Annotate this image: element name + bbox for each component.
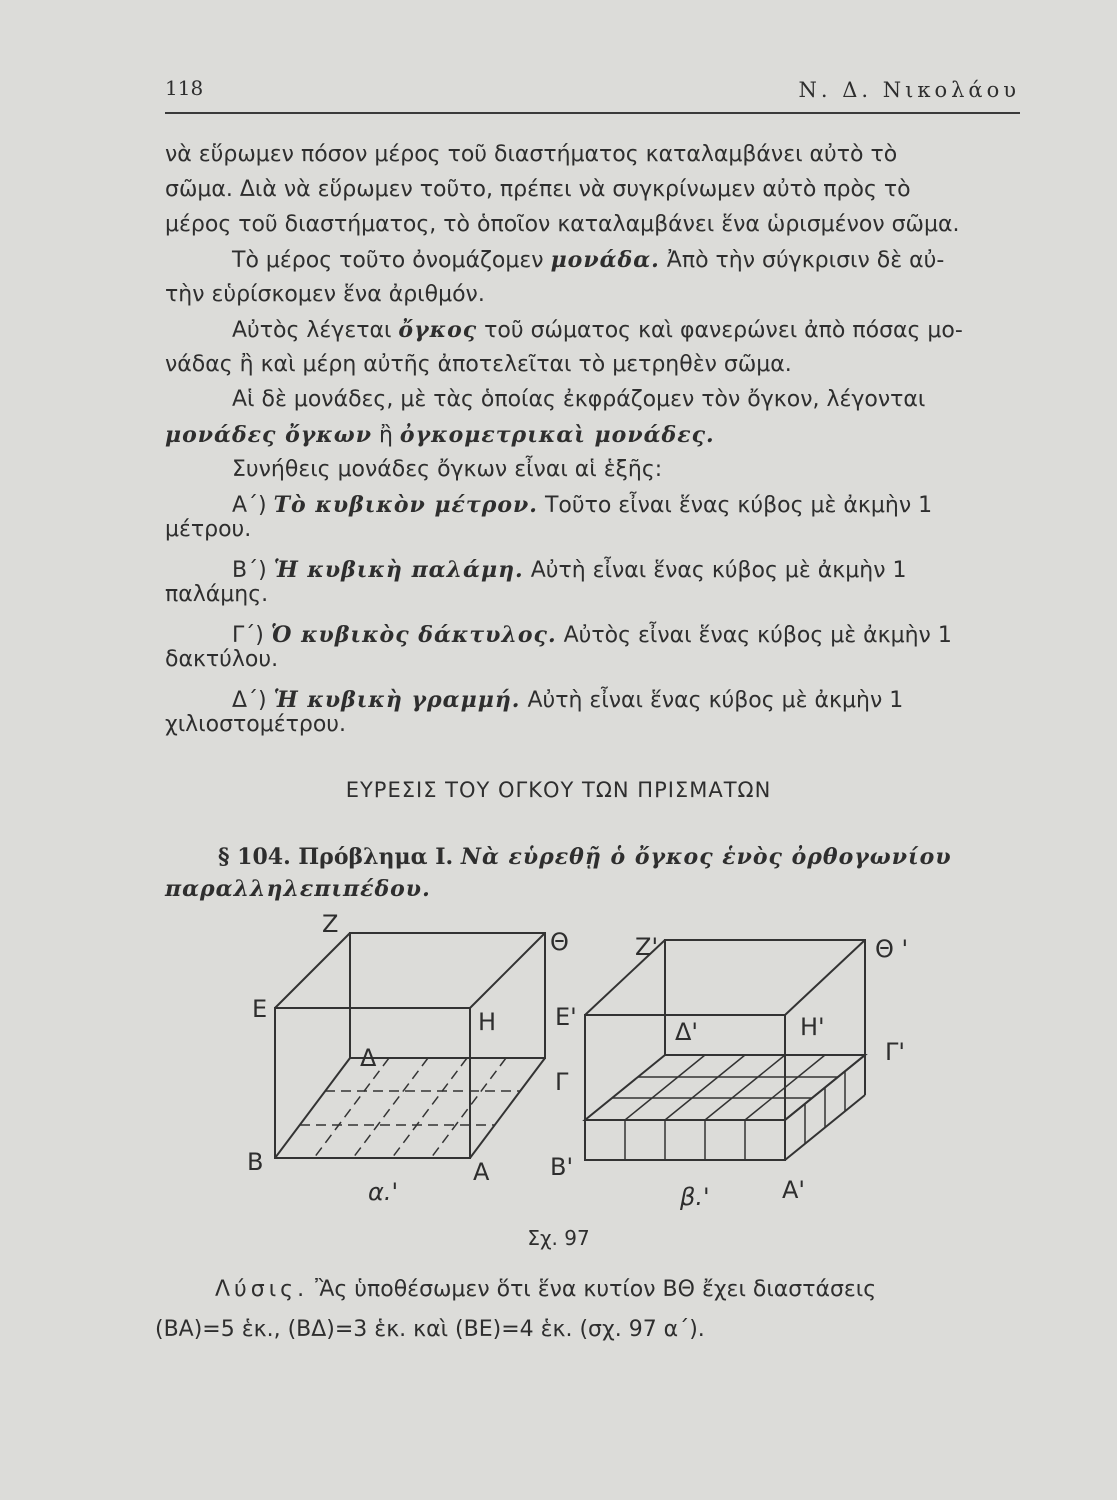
text-fragment: Αὐτὸς λέγεται <box>232 318 399 343</box>
unit-text: Αὐτὴ εἶναι ἕνας κύβος μὲ ἀκμὴν 1 <box>520 688 904 713</box>
problem-title: Νὰ εὑρεθῇ ὁ ὄγκος ἑνὸς ὀρθογωνίου <box>460 844 952 870</box>
figure-a-box <box>275 933 545 1158</box>
label-delta: Δ <box>360 1044 377 1072</box>
unit-term: Τὸ κυβικὸν μέτρον. <box>273 492 538 518</box>
text-line: νὰ εὕρωμεν πόσον μέρος τοῦ διαστήματος καταλαμβάνει αὐτὸ τὸ <box>165 142 898 167</box>
figure-caption: Σχ. 97 <box>527 1226 590 1250</box>
solution-label: Λύσις. <box>215 1277 309 1302</box>
text-line: μέρος τοῦ διαστήματος, τὸ ὁποῖον καταλαμβάνει ἕνα ὡρισμένον σῶμα. <box>165 212 960 237</box>
unit-term: Ἡ κυβικὴ παλάμη. <box>273 557 524 583</box>
grid-line <box>625 1055 705 1120</box>
label-b-prime: Β' <box>550 1153 574 1181</box>
cube-layer-top <box>585 1055 865 1120</box>
page-number: 118 <box>165 76 204 100</box>
label-h-prime: Η' <box>800 1013 825 1041</box>
label-delta-prime: Δ' <box>675 1018 699 1046</box>
label-e: Ε <box>252 995 268 1023</box>
problem-label: Πρόβλημα I. <box>290 844 461 870</box>
edge <box>470 933 545 1008</box>
solution-line <box>215 1275 876 1305</box>
figure-b-box <box>585 940 865 1160</box>
figure-a-grid <box>300 1058 520 1158</box>
unit-term: Ὁ κυβικὸς δάκτυλος. <box>270 622 557 648</box>
figure-sub-b: β.' <box>680 1183 710 1211</box>
label-theta: Θ <box>550 928 569 956</box>
unit-text: Αὐτὸς εἶναι ἕνας κύβος μὲ ἀκμὴν 1 <box>556 623 952 648</box>
edge <box>470 1058 545 1158</box>
text-line: Συνήθεις μονάδες ὄγκων εἶναι αἱ ἑξῆς: <box>232 457 663 482</box>
text-line: δακτύλου. <box>165 647 279 672</box>
label-h: Η <box>478 1008 497 1036</box>
text-fragment: Ἀπὸ τὴν σύγκρισιν δὲ αὐ- <box>659 248 945 273</box>
grid-line <box>431 1058 506 1158</box>
figure-sub-a: α.' <box>368 1178 399 1206</box>
grid-line <box>392 1058 467 1158</box>
grid-line <box>705 1055 785 1120</box>
label-g-prime: Γ' <box>885 1038 905 1066</box>
text-fragment: Ἂς ὑποθέσωμεν ὅτι ἕνα κυτίον ΒΘ ἔχει διαστάσεις <box>308 1277 877 1302</box>
unit-label: Β΄) <box>232 558 267 583</box>
term-volume: ὄγκος <box>398 317 478 343</box>
text-line: χιλιοστομέτρου. <box>165 712 347 737</box>
term-unit: μονάδα. <box>550 247 660 273</box>
unit-label: Γ΄) <box>232 623 264 648</box>
problem-number: § 104. <box>218 844 291 870</box>
back-face <box>350 933 545 1058</box>
label-z: Z <box>322 910 339 938</box>
unit-term: Ἡ κυβικὴ γραμμή. <box>273 687 521 713</box>
label-a: Α <box>473 1158 490 1186</box>
edge <box>785 940 865 1015</box>
text-fragment: ἢ <box>371 423 400 448</box>
label-z-prime: Z' <box>635 933 659 961</box>
text-line: νάδας ἢ καὶ μέρη αὐτῆς ἀποτελεῖται τὸ μετρηθὲν σῶμα. <box>165 352 792 377</box>
text-line: Αἱ δὲ μονάδες, μὲ τὰς ὁποίας ἐκφράζομεν τὸν ὄγκον, λέγονται <box>232 387 926 412</box>
edge <box>275 933 350 1008</box>
unit-text: Τοῦτο εἶναι ἕνας κύβος μὲ ἀκμὴν 1 <box>537 493 933 518</box>
unit-text: Αὐτὴ εἶναι ἕνας κύβος μὲ ἀκμὴν 1 <box>523 558 907 583</box>
problem-title: παραλληλεπιπέδου. <box>165 876 431 902</box>
unit-label: Α΄) <box>232 493 267 518</box>
text-fragment: Τὸ μέρος τοῦτο ὀνομάζομεν <box>232 248 551 273</box>
label-e-prime: Ε' <box>555 1003 577 1031</box>
label-a-prime: Α' <box>782 1176 806 1204</box>
front-face <box>275 1008 470 1158</box>
grid-line <box>353 1058 428 1158</box>
figure-b-labels <box>550 933 908 1211</box>
text-line: μέτρου. <box>165 517 252 542</box>
label-theta-prime: Θ ' <box>875 935 909 963</box>
text-line: τὴν εὑρίσκομεν ἕνα ἀριθμόν. <box>165 282 485 307</box>
text-line: παλάμης. <box>165 582 269 607</box>
label-b: Β <box>247 1148 264 1176</box>
text-fragment: τοῦ σώματος καὶ φανερώνει ἀπὸ πόσας μο- <box>477 318 963 343</box>
label-g: Γ <box>555 1068 569 1096</box>
text-line: σῶμα. Διὰ νὰ εὕρωμεν τοῦτο, πρέπει νὰ συγκρίνωμεν αὐτὸ πρὸς τὸ <box>165 177 911 202</box>
grid-line <box>665 1055 745 1120</box>
unit-label: Δ΄) <box>232 688 267 713</box>
term-volume-units: μονάδες ὄγκων <box>165 422 372 448</box>
running-head: Ν. Δ. Νικολάου <box>798 78 1020 102</box>
edge <box>275 1058 350 1158</box>
term-volumetric-units: ὀγκομετρικαὶ μονάδες. <box>399 422 715 448</box>
grid-line <box>314 1058 389 1158</box>
text-line: (ΒΑ)=5 ἑκ., (ΒΔ)=3 ἑκ. καὶ (ΒΕ)=4 ἑκ. (σχ. 97 α΄). <box>155 1317 705 1342</box>
section-heading: ΕΥΡΕΣΙΣ ΤΟΥ ΟΓΚΟΥ ΤΩΝ ΠΡΙΣΜΑΤΩΝ <box>345 778 772 802</box>
